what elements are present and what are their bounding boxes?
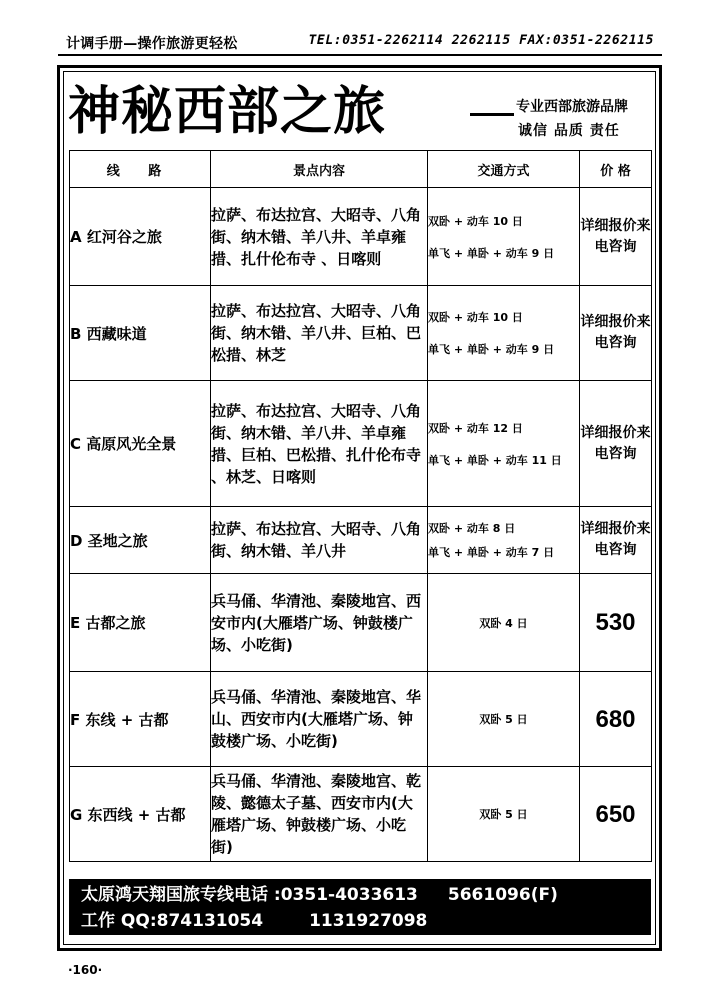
route-price: 650: [580, 767, 652, 862]
header-contact-text: TEL:0351-2262114 2262115 FAX:0351-2262115: [308, 33, 654, 48]
header-left-text: 计调手册—操作旅游更轻松: [66, 36, 238, 52]
transport-option: 双卧 + 动车 10 日: [428, 311, 523, 324]
route-table: [69, 150, 652, 862]
route-name: C 高原风光全景: [70, 381, 211, 507]
route-transport: [428, 767, 580, 862]
route-spots: 兵马俑、华清池、秦陵地宫、乾陵、懿德太子墓、西安市内(大雁塔广场、钟鼓楼广场、小吃街): [211, 767, 428, 862]
table-header-row: [70, 151, 652, 188]
transport-option: 双卧 4 日: [479, 616, 528, 630]
route-spots: 拉萨、布达拉宫、大昭寺、八角街、纳木错、羊八井、羊卓雍措、巨柏、巴松措、扎什伦布寺 、林芝、日喀则: [211, 381, 428, 507]
slogan: [516, 95, 628, 143]
route-name: A 红河谷之旅: [70, 188, 211, 286]
transport-option: 双卧 5 日: [479, 808, 528, 821]
route-spots: 兵马俑、华清池、秦陵地宫、西安市内(大雁塔广场、钟鼓楼广场、小吃街): [211, 574, 428, 672]
qq-number-2: 1131927098: [309, 911, 428, 931]
route-name: D 圣地之旅: [70, 507, 211, 574]
route-transport: [428, 286, 580, 381]
page-header: [66, 33, 654, 53]
contact-line-phone: [81, 882, 651, 908]
transport-option: 单飞 + 单卧 + 动车 7 日: [428, 546, 555, 559]
phone-label: 太原鸿天翔国旅专线电话 :: [81, 885, 281, 905]
page-title: 神秘西部之旅: [68, 81, 387, 142]
table-row: [70, 507, 652, 574]
qq-number: 874131054: [156, 911, 264, 931]
route-price: 详细报价来电咨询: [580, 381, 652, 507]
transport-option: 双卧 + 动车 12 日: [428, 421, 523, 435]
route-spots: 拉萨、布达拉宫、大昭寺、八角街、纳木错、羊八井、巨柏、巴松措、林芝: [211, 286, 428, 381]
header-transport: 交通方式: [428, 151, 580, 188]
transport-option: 单飞 + 单卧 + 动车 9 日: [428, 246, 555, 260]
table-row: [70, 672, 652, 767]
route-transport: [428, 381, 580, 507]
route-price: 详细报价来电咨询: [580, 188, 652, 286]
route-price: 详细报价来电咨询: [580, 286, 652, 381]
table-row: [70, 381, 652, 507]
route-name: B 西藏味道: [70, 286, 211, 381]
phone-number: 0351-4033613: [280, 885, 418, 905]
page-number: ·160·: [68, 963, 103, 977]
table-row: [70, 574, 652, 672]
route-price: 530: [580, 574, 652, 672]
route-spots: 兵马俑、华清池、秦陵地宫、华山、西安市内(大雁塔广场、钟鼓楼广场、小吃街): [211, 672, 428, 767]
table-row: [70, 286, 652, 381]
fax-number: 5661096(F): [447, 885, 558, 905]
route-spots: 拉萨、布达拉宫、大昭寺、八角街、纳木错、羊八井、羊卓雍措、扎什伦布寺 、日喀则: [211, 188, 428, 286]
table-row: [70, 767, 652, 862]
transport-option: 双卧 + 动车 10 日: [428, 214, 523, 228]
table-row: [70, 188, 652, 286]
route-price: 680: [580, 672, 652, 767]
contact-line-qq: [81, 908, 651, 934]
transport-option: 单飞 + 单卧 + 动车 9 日: [428, 343, 555, 356]
contact-bar: [69, 879, 651, 935]
route-name: F 东线 + 古都: [70, 672, 211, 767]
route-name: G 东西线 + 古都: [70, 767, 211, 862]
route-transport: [428, 672, 580, 767]
transport-option: 单飞 + 单卧 + 动车 11 日: [428, 453, 562, 467]
qq-label: 工作 QQ:: [81, 911, 157, 931]
header-spots: 景点内容: [211, 151, 428, 188]
route-name: E 古都之旅: [70, 574, 211, 672]
route-spots: 拉萨、布达拉宫、大昭寺、八角街、纳木错、羊八井: [211, 507, 428, 574]
header-divider: [58, 54, 662, 56]
route-transport: [428, 188, 580, 286]
slogan-line-1: 专业西部旅游品牌: [516, 99, 628, 115]
title-dash: [470, 113, 514, 116]
transport-option: 双卧 + 动车 8 日: [428, 522, 516, 535]
route-transport: [428, 507, 580, 574]
transport-option: 双卧 5 日: [479, 713, 528, 726]
header-route: 线 路: [70, 151, 211, 188]
slogan-line-2: 诚信 品质 责任: [518, 123, 620, 139]
route-transport: [428, 574, 580, 672]
header-price: 价 格: [580, 151, 652, 188]
route-price: 详细报价来电咨询: [580, 507, 652, 574]
